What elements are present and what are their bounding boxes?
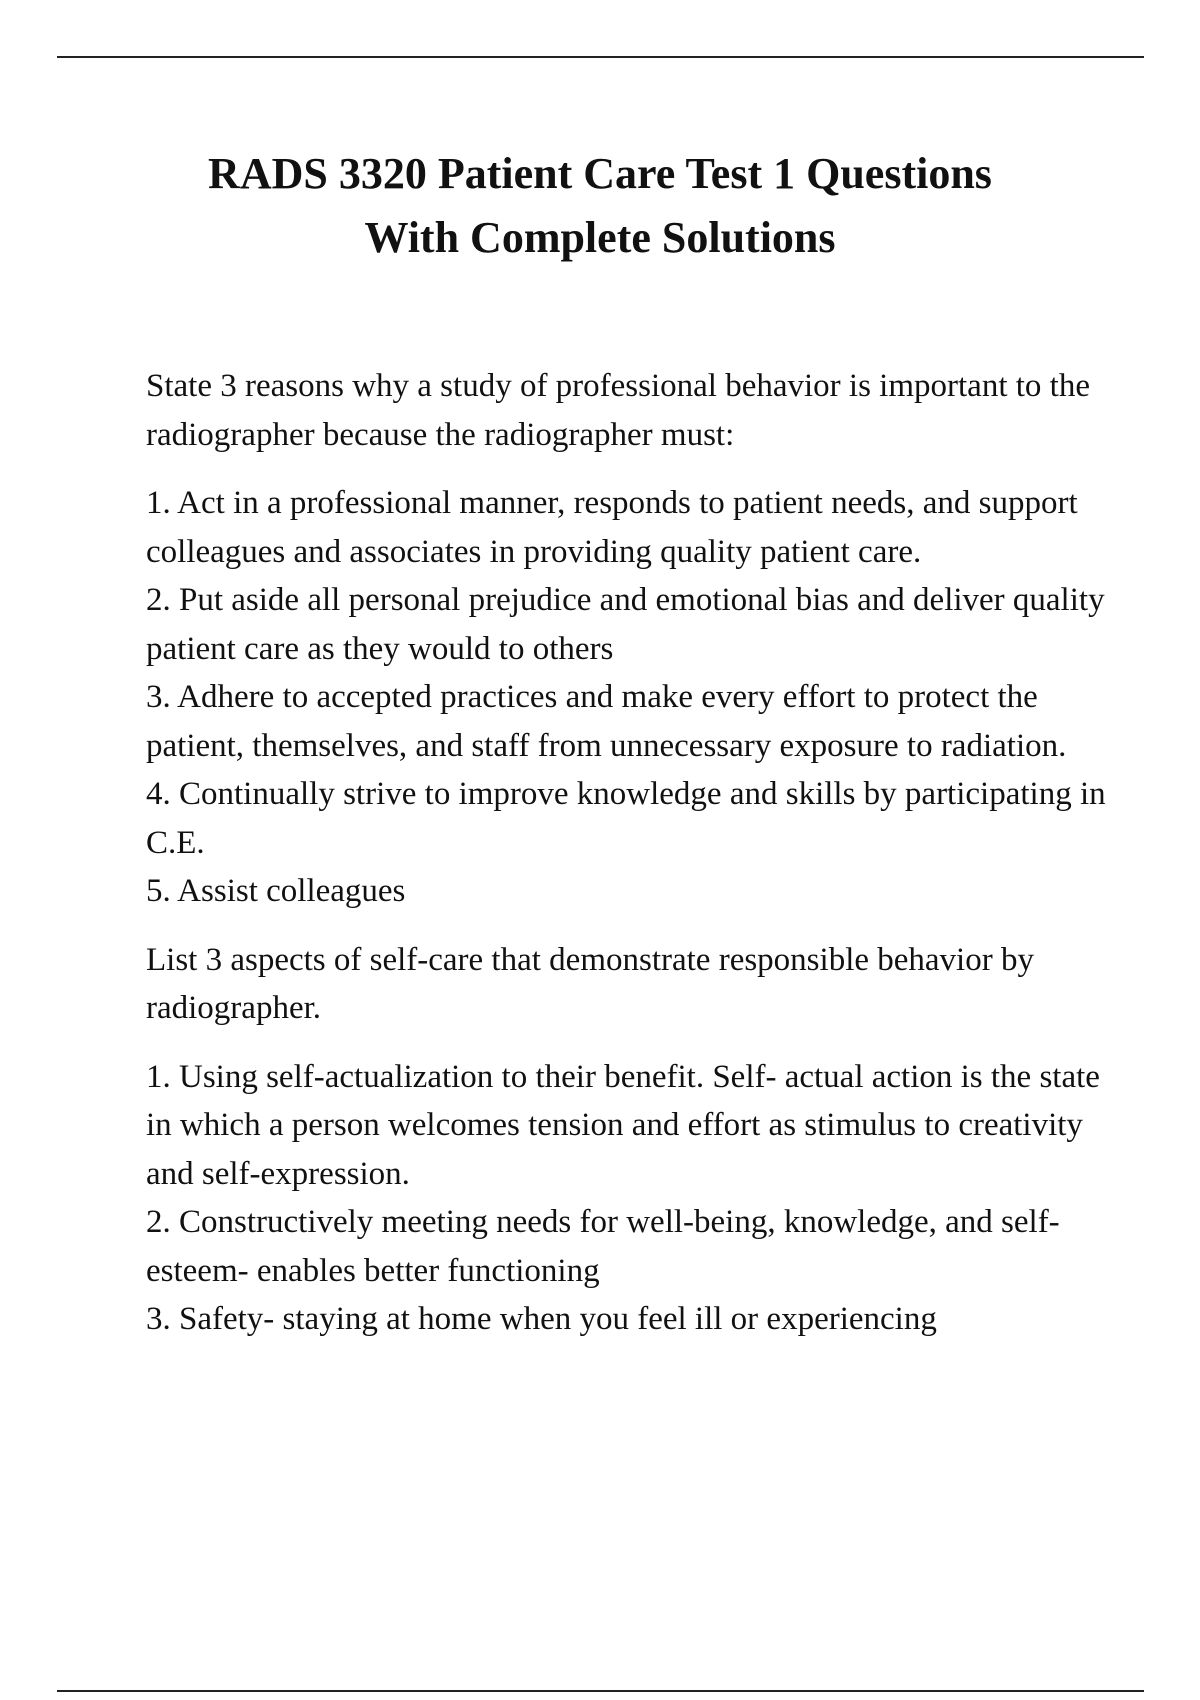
question-2: List 3 aspects of self-care that demonstrate responsible behavior by radiographer. (146, 941, 1034, 1026)
answer-2-item-1: 1. Using self-actualization to their benefit. Self- actual action is the state in which a person welcomes tension and effort as stimulus to creativity and self-expression. (146, 1058, 1100, 1192)
answer-2 (146, 1053, 1106, 1344)
answer-1-item-4: 4. Continually strive to improve knowledge and skills by participating in C.E. (146, 776, 1106, 861)
answer-2-item-3: 3. Safety- staying at home when you feel ill or experiencing (146, 1301, 937, 1337)
title-line-2: With Complete Solutions (364, 213, 836, 262)
answer-1 (146, 479, 1106, 916)
document-title (100, 142, 1100, 270)
title-line-1: RADS 3320 Patient Care Test 1 Questions (208, 149, 992, 198)
answer-1-item-1: 1. Act in a professional manner, responds to patient needs, and support colleagues and associates in providing quality patient care. (146, 485, 1078, 570)
bottom-divider (57, 1690, 1144, 1692)
top-divider (57, 56, 1144, 58)
answer-1-item-3: 3. Adhere to accepted practices and make every effort to protect the patient, themselves, and staff from unnecessary exposure to radiation. (146, 679, 1067, 764)
answer-1-item-2: 2. Put aside all personal prejudice and emotional bias and deliver quality patient care as they would to others (146, 582, 1105, 667)
document-body (146, 362, 1106, 1364)
answer-2-item-2: 2. Constructively meeting needs for well-being, knowledge, and self-esteem- enables better functioning (146, 1204, 1060, 1289)
answer-1-item-5: 5. Assist colleagues (146, 873, 406, 909)
question-1: State 3 reasons why a study of professional behavior is important to the radiographer because the radiographer must: (146, 368, 1090, 453)
